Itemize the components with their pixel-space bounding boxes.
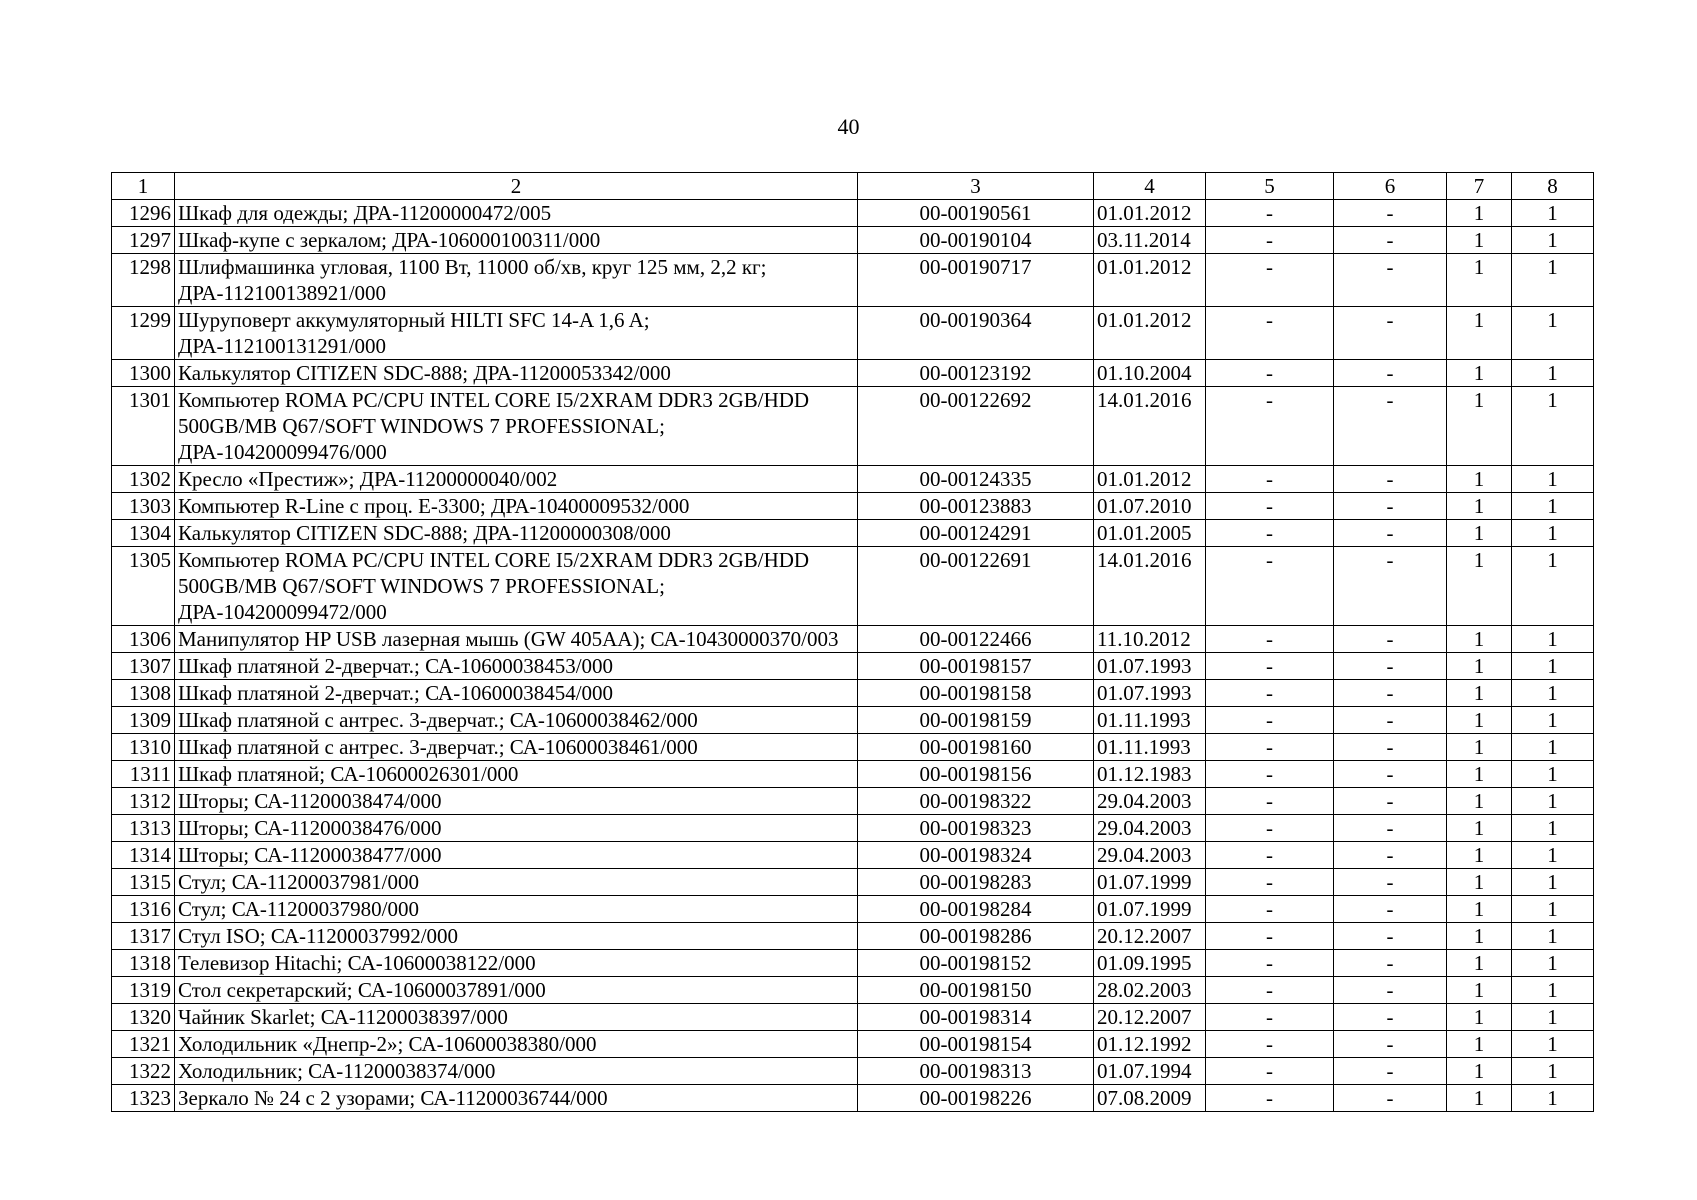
column-7-value: 1 — [1447, 520, 1512, 547]
table-row — [112, 626, 1594, 653]
column-7-value: 1 — [1447, 547, 1512, 626]
column-6-value: - — [1334, 547, 1447, 626]
row-number: 1318 — [112, 950, 175, 977]
column-8-value: 1 — [1512, 950, 1594, 977]
column-6-value: - — [1334, 466, 1447, 493]
table-row — [112, 734, 1594, 761]
column-8-value: 1 — [1512, 360, 1594, 387]
date: 29.04.2003 — [1094, 815, 1206, 842]
column-6-value: - — [1334, 254, 1447, 307]
column-8-value: 1 — [1512, 1058, 1594, 1085]
column-header-3: 3 — [858, 173, 1094, 200]
item-name: Калькулятор CITIZEN SDC-888; ДРА-11200000308/000 — [175, 520, 858, 547]
item-name: Шторы; СА-11200038474/000 — [175, 788, 858, 815]
inventory-number: 00-00123192 — [858, 360, 1094, 387]
column-7-value: 1 — [1447, 227, 1512, 254]
item-name: Стол секретарский; СА-10600037891/000 — [175, 977, 858, 1004]
column-8-value: 1 — [1512, 466, 1594, 493]
item-name: Шкаф платяной 2-дверчат.; СА-10600038454/000 — [175, 680, 858, 707]
item-name: Холодильник; СА-11200038374/000 — [175, 1058, 858, 1085]
column-5-value: - — [1206, 626, 1334, 653]
row-number: 1296 — [112, 200, 175, 227]
date: 01.01.2012 — [1094, 466, 1206, 493]
column-7-value: 1 — [1447, 923, 1512, 950]
inventory-number: 00-00124291 — [858, 520, 1094, 547]
column-7-value: 1 — [1447, 1058, 1512, 1085]
column-6-value: - — [1334, 680, 1447, 707]
table-row — [112, 842, 1594, 869]
column-header-5: 5 — [1206, 173, 1334, 200]
table-row — [112, 680, 1594, 707]
column-5-value: - — [1206, 254, 1334, 307]
row-number: 1321 — [112, 1031, 175, 1058]
item-name: Компьютер ROMA PC/CPU INTEL CORE I5/2XRAM DDR3 2GB/HDD 500GB/MB Q67/SOFT WINDOWS 7 PROFESSIONAL; ДРА-104200099476/000 — [175, 387, 858, 466]
item-name: Калькулятор CITIZEN SDC-888; ДРА-11200053342/000 — [175, 360, 858, 387]
column-7-value: 1 — [1447, 493, 1512, 520]
column-8-value: 1 — [1512, 626, 1594, 653]
table-row — [112, 869, 1594, 896]
row-number: 1298 — [112, 254, 175, 307]
column-5-value: - — [1206, 360, 1334, 387]
table-row — [112, 950, 1594, 977]
inventory-table — [111, 172, 1594, 1112]
table-row — [112, 200, 1594, 227]
table-row — [112, 1085, 1594, 1112]
column-5-value: - — [1206, 1031, 1334, 1058]
date: 01.07.2010 — [1094, 493, 1206, 520]
date: 01.07.1999 — [1094, 869, 1206, 896]
column-6-value: - — [1334, 387, 1447, 466]
column-5-value: - — [1206, 200, 1334, 227]
table-row — [112, 653, 1594, 680]
row-number: 1323 — [112, 1085, 175, 1112]
inventory-number: 00-00198154 — [858, 1031, 1094, 1058]
item-name: Стул ISO; СА-11200037992/000 — [175, 923, 858, 950]
inventory-number: 00-00198313 — [858, 1058, 1094, 1085]
column-8-value: 1 — [1512, 923, 1594, 950]
column-7-value: 1 — [1447, 1031, 1512, 1058]
column-header-2: 2 — [175, 173, 858, 200]
table-row — [112, 1004, 1594, 1031]
column-5-value: - — [1206, 387, 1334, 466]
table-row — [112, 547, 1594, 626]
table-row — [112, 1031, 1594, 1058]
date: 01.12.1983 — [1094, 761, 1206, 788]
column-7-value: 1 — [1447, 254, 1512, 307]
column-5-value: - — [1206, 842, 1334, 869]
table-row — [112, 896, 1594, 923]
column-6-value: - — [1334, 977, 1447, 1004]
column-6-value: - — [1334, 788, 1447, 815]
table-row — [112, 227, 1594, 254]
column-7-value: 1 — [1447, 734, 1512, 761]
table-row — [112, 307, 1594, 360]
column-7-value: 1 — [1447, 680, 1512, 707]
column-6-value: - — [1334, 1004, 1447, 1031]
column-5-value: - — [1206, 896, 1334, 923]
column-header-6: 6 — [1334, 173, 1447, 200]
row-number: 1311 — [112, 761, 175, 788]
row-number: 1317 — [112, 923, 175, 950]
table-row — [112, 520, 1594, 547]
table-row — [112, 977, 1594, 1004]
table-row — [112, 1058, 1594, 1085]
item-name: Чайник Skarlet; СА-11200038397/000 — [175, 1004, 858, 1031]
column-6-value: - — [1334, 307, 1447, 360]
table-row — [112, 788, 1594, 815]
column-header-7: 7 — [1447, 173, 1512, 200]
item-name: Шкаф платяной 2-дверчат.; СА-10600038453/000 — [175, 653, 858, 680]
column-7-value: 1 — [1447, 896, 1512, 923]
date: 03.11.2014 — [1094, 227, 1206, 254]
table-row — [112, 761, 1594, 788]
table-row — [112, 387, 1594, 466]
column-6-value: - — [1334, 869, 1447, 896]
inventory-number: 00-00190364 — [858, 307, 1094, 360]
date: 28.02.2003 — [1094, 977, 1206, 1004]
column-6-value: - — [1334, 923, 1447, 950]
inventory-number: 00-00190104 — [858, 227, 1094, 254]
column-6-value: - — [1334, 653, 1447, 680]
column-6-value: - — [1334, 200, 1447, 227]
inventory-number: 00-00198323 — [858, 815, 1094, 842]
inventory-number: 00-00198283 — [858, 869, 1094, 896]
row-number: 1320 — [112, 1004, 175, 1031]
inventory-number: 00-00124335 — [858, 466, 1094, 493]
column-8-value: 1 — [1512, 707, 1594, 734]
column-8-value: 1 — [1512, 254, 1594, 307]
column-7-value: 1 — [1447, 360, 1512, 387]
table-row — [112, 360, 1594, 387]
table-row — [112, 815, 1594, 842]
date: 01.07.1999 — [1094, 896, 1206, 923]
column-7-value: 1 — [1447, 815, 1512, 842]
item-name: Компьютер R-Line с проц. E-3300; ДРА-10400009532/000 — [175, 493, 858, 520]
inventory-number: 00-00198314 — [858, 1004, 1094, 1031]
table-body — [112, 200, 1594, 1112]
row-number: 1319 — [112, 977, 175, 1004]
date: 01.07.1993 — [1094, 680, 1206, 707]
column-8-value: 1 — [1512, 680, 1594, 707]
column-8-value: 1 — [1512, 653, 1594, 680]
column-8-value: 1 — [1512, 520, 1594, 547]
column-8-value: 1 — [1512, 977, 1594, 1004]
table-row — [112, 493, 1594, 520]
row-number: 1310 — [112, 734, 175, 761]
date: 01.07.1994 — [1094, 1058, 1206, 1085]
row-number: 1309 — [112, 707, 175, 734]
item-name: Шкаф платяной с антрес. 3-дверчат.; СА-10600038461/000 — [175, 734, 858, 761]
date: 01.07.1993 — [1094, 653, 1206, 680]
date: 20.12.2007 — [1094, 1004, 1206, 1031]
item-name: Кресло «Престиж»; ДРА-11200000040/002 — [175, 466, 858, 493]
inventory-number: 00-00122466 — [858, 626, 1094, 653]
row-number: 1303 — [112, 493, 175, 520]
date: 01.01.2012 — [1094, 307, 1206, 360]
item-name: Холодильник «Днепр-2»; СА-10600038380/000 — [175, 1031, 858, 1058]
date: 11.10.2012 — [1094, 626, 1206, 653]
column-6-value: - — [1334, 626, 1447, 653]
row-number: 1306 — [112, 626, 175, 653]
row-number: 1322 — [112, 1058, 175, 1085]
item-name: Компьютер ROMA PC/CPU INTEL CORE I5/2XRAM DDR3 2GB/HDD 500GB/MB Q67/SOFT WINDOWS 7 PROFESSIONAL; ДРА-104200099472/000 — [175, 547, 858, 626]
item-name: Шкаф платяной с антрес. 3-дверчат.; СА-10600038462/000 — [175, 707, 858, 734]
column-8-value: 1 — [1512, 493, 1594, 520]
column-8-value: 1 — [1512, 788, 1594, 815]
inventory-number: 00-00198158 — [858, 680, 1094, 707]
column-6-value: - — [1334, 227, 1447, 254]
column-7-value: 1 — [1447, 466, 1512, 493]
column-8-value: 1 — [1512, 842, 1594, 869]
column-5-value: - — [1206, 227, 1334, 254]
row-number: 1302 — [112, 466, 175, 493]
column-7-value: 1 — [1447, 950, 1512, 977]
inventory-number: 00-00198160 — [858, 734, 1094, 761]
row-number: 1304 — [112, 520, 175, 547]
row-number: 1305 — [112, 547, 175, 626]
table-row — [112, 466, 1594, 493]
column-5-value: - — [1206, 707, 1334, 734]
row-number: 1299 — [112, 307, 175, 360]
row-number: 1300 — [112, 360, 175, 387]
page-number: 40 — [837, 114, 860, 139]
date: 01.01.2012 — [1094, 254, 1206, 307]
row-number: 1313 — [112, 815, 175, 842]
column-8-value: 1 — [1512, 734, 1594, 761]
inventory-number: 00-00190717 — [858, 254, 1094, 307]
column-7-value: 1 — [1447, 653, 1512, 680]
column-6-value: - — [1334, 493, 1447, 520]
column-8-value: 1 — [1512, 1004, 1594, 1031]
column-5-value: - — [1206, 950, 1334, 977]
item-name: Шкаф-купе с зеркалом; ДРА-106000100311/000 — [175, 227, 858, 254]
column-6-value: - — [1334, 1085, 1447, 1112]
row-number: 1308 — [112, 680, 175, 707]
date: 01.01.2005 — [1094, 520, 1206, 547]
inventory-number: 00-00198324 — [858, 842, 1094, 869]
inventory-number: 00-00198284 — [858, 896, 1094, 923]
table-row — [112, 923, 1594, 950]
column-6-value: - — [1334, 896, 1447, 923]
item-name: Шторы; СА-11200038477/000 — [175, 842, 858, 869]
column-5-value: - — [1206, 493, 1334, 520]
item-name: Стул; СА-11200037981/000 — [175, 869, 858, 896]
inventory-number: 00-00198152 — [858, 950, 1094, 977]
inventory-number: 00-00122691 — [858, 547, 1094, 626]
column-7-value: 1 — [1447, 1085, 1512, 1112]
column-5-value: - — [1206, 680, 1334, 707]
date: 01.09.1995 — [1094, 950, 1206, 977]
column-5-value: - — [1206, 1085, 1334, 1112]
item-name: Телевизор Hitachi; СА-10600038122/000 — [175, 950, 858, 977]
column-8-value: 1 — [1512, 869, 1594, 896]
column-7-value: 1 — [1447, 707, 1512, 734]
column-8-value: 1 — [1512, 227, 1594, 254]
row-number: 1315 — [112, 869, 175, 896]
column-8-value: 1 — [1512, 1085, 1594, 1112]
inventory-number: 00-00198150 — [858, 977, 1094, 1004]
date: 01.11.1993 — [1094, 734, 1206, 761]
column-5-value: - — [1206, 761, 1334, 788]
date: 01.12.1992 — [1094, 1031, 1206, 1058]
column-5-value: - — [1206, 466, 1334, 493]
column-8-value: 1 — [1512, 387, 1594, 466]
column-6-value: - — [1334, 842, 1447, 869]
column-7-value: 1 — [1447, 1004, 1512, 1031]
column-7-value: 1 — [1447, 788, 1512, 815]
row-number: 1314 — [112, 842, 175, 869]
date: 07.08.2009 — [1094, 1085, 1206, 1112]
column-7-value: 1 — [1447, 869, 1512, 896]
item-name: Шторы; СА-11200038476/000 — [175, 815, 858, 842]
date: 01.11.1993 — [1094, 707, 1206, 734]
inventory-number: 00-00122692 — [858, 387, 1094, 466]
item-name: Шкаф платяной; СА-10600026301/000 — [175, 761, 858, 788]
column-5-value: - — [1206, 869, 1334, 896]
item-name: Шлифмашинка угловая, 1100 Вт, 11000 об/хв, круг 125 мм, 2,2 кг; ДРА-112100138921/000 — [175, 254, 858, 307]
column-5-value: - — [1206, 815, 1334, 842]
column-8-value: 1 — [1512, 200, 1594, 227]
inventory-number: 00-00198322 — [858, 788, 1094, 815]
date: 29.04.2003 — [1094, 788, 1206, 815]
column-8-value: 1 — [1512, 547, 1594, 626]
column-6-value: - — [1334, 950, 1447, 977]
table-row — [112, 707, 1594, 734]
column-header-1: 1 — [112, 173, 175, 200]
column-6-value: - — [1334, 734, 1447, 761]
column-7-value: 1 — [1447, 200, 1512, 227]
column-6-value: - — [1334, 1031, 1447, 1058]
row-number: 1297 — [112, 227, 175, 254]
column-7-value: 1 — [1447, 387, 1512, 466]
column-8-value: 1 — [1512, 815, 1594, 842]
column-8-value: 1 — [1512, 307, 1594, 360]
column-5-value: - — [1206, 653, 1334, 680]
column-6-value: - — [1334, 761, 1447, 788]
column-7-value: 1 — [1447, 842, 1512, 869]
column-5-value: - — [1206, 307, 1334, 360]
column-5-value: - — [1206, 788, 1334, 815]
inventory-number: 00-00123883 — [858, 493, 1094, 520]
row-number: 1307 — [112, 653, 175, 680]
item-name: Зеркало № 24 с 2 узорами; СА-11200036744/000 — [175, 1085, 858, 1112]
column-5-value: - — [1206, 520, 1334, 547]
row-number: 1312 — [112, 788, 175, 815]
inventory-number: 00-00198226 — [858, 1085, 1094, 1112]
column-5-value: - — [1206, 1004, 1334, 1031]
date: 20.12.2007 — [1094, 923, 1206, 950]
column-5-value: - — [1206, 977, 1334, 1004]
table-row — [112, 254, 1594, 307]
column-7-value: 1 — [1447, 761, 1512, 788]
column-5-value: - — [1206, 734, 1334, 761]
inventory-number: 00-00198157 — [858, 653, 1094, 680]
column-8-value: 1 — [1512, 1031, 1594, 1058]
column-8-value: 1 — [1512, 761, 1594, 788]
column-6-value: - — [1334, 360, 1447, 387]
column-7-value: 1 — [1447, 626, 1512, 653]
date: 01.01.2012 — [1094, 200, 1206, 227]
date: 29.04.2003 — [1094, 842, 1206, 869]
column-8-value: 1 — [1512, 896, 1594, 923]
row-number: 1301 — [112, 387, 175, 466]
column-6-value: - — [1334, 520, 1447, 547]
column-7-value: 1 — [1447, 977, 1512, 1004]
inventory-number: 00-00198286 — [858, 923, 1094, 950]
inventory-number: 00-00198156 — [858, 761, 1094, 788]
inventory-number: 00-00190561 — [858, 200, 1094, 227]
column-6-value: - — [1334, 815, 1447, 842]
header-row — [112, 173, 1594, 200]
column-5-value: - — [1206, 547, 1334, 626]
column-7-value: 1 — [1447, 307, 1512, 360]
date: 14.01.2016 — [1094, 547, 1206, 626]
date: 14.01.2016 — [1094, 387, 1206, 466]
column-5-value: - — [1206, 923, 1334, 950]
column-6-value: - — [1334, 1058, 1447, 1085]
date: 01.10.2004 — [1094, 360, 1206, 387]
column-6-value: - — [1334, 707, 1447, 734]
column-header-4: 4 — [1094, 173, 1206, 200]
row-number: 1316 — [112, 896, 175, 923]
column-5-value: - — [1206, 1058, 1334, 1085]
item-name: Шкаф для одежды; ДРА-11200000472/005 — [175, 200, 858, 227]
inventory-number: 00-00198159 — [858, 707, 1094, 734]
item-name: Шуруповерт аккумуляторный HILTI SFC 14-A 1,6 A; ДРА-112100131291/000 — [175, 307, 858, 360]
item-name: Стул; СА-11200037980/000 — [175, 896, 858, 923]
item-name: Манипулятор HP USB лазерная мышь (GW 405AA); СА-10430000370/003 — [175, 626, 858, 653]
column-header-8: 8 — [1512, 173, 1594, 200]
